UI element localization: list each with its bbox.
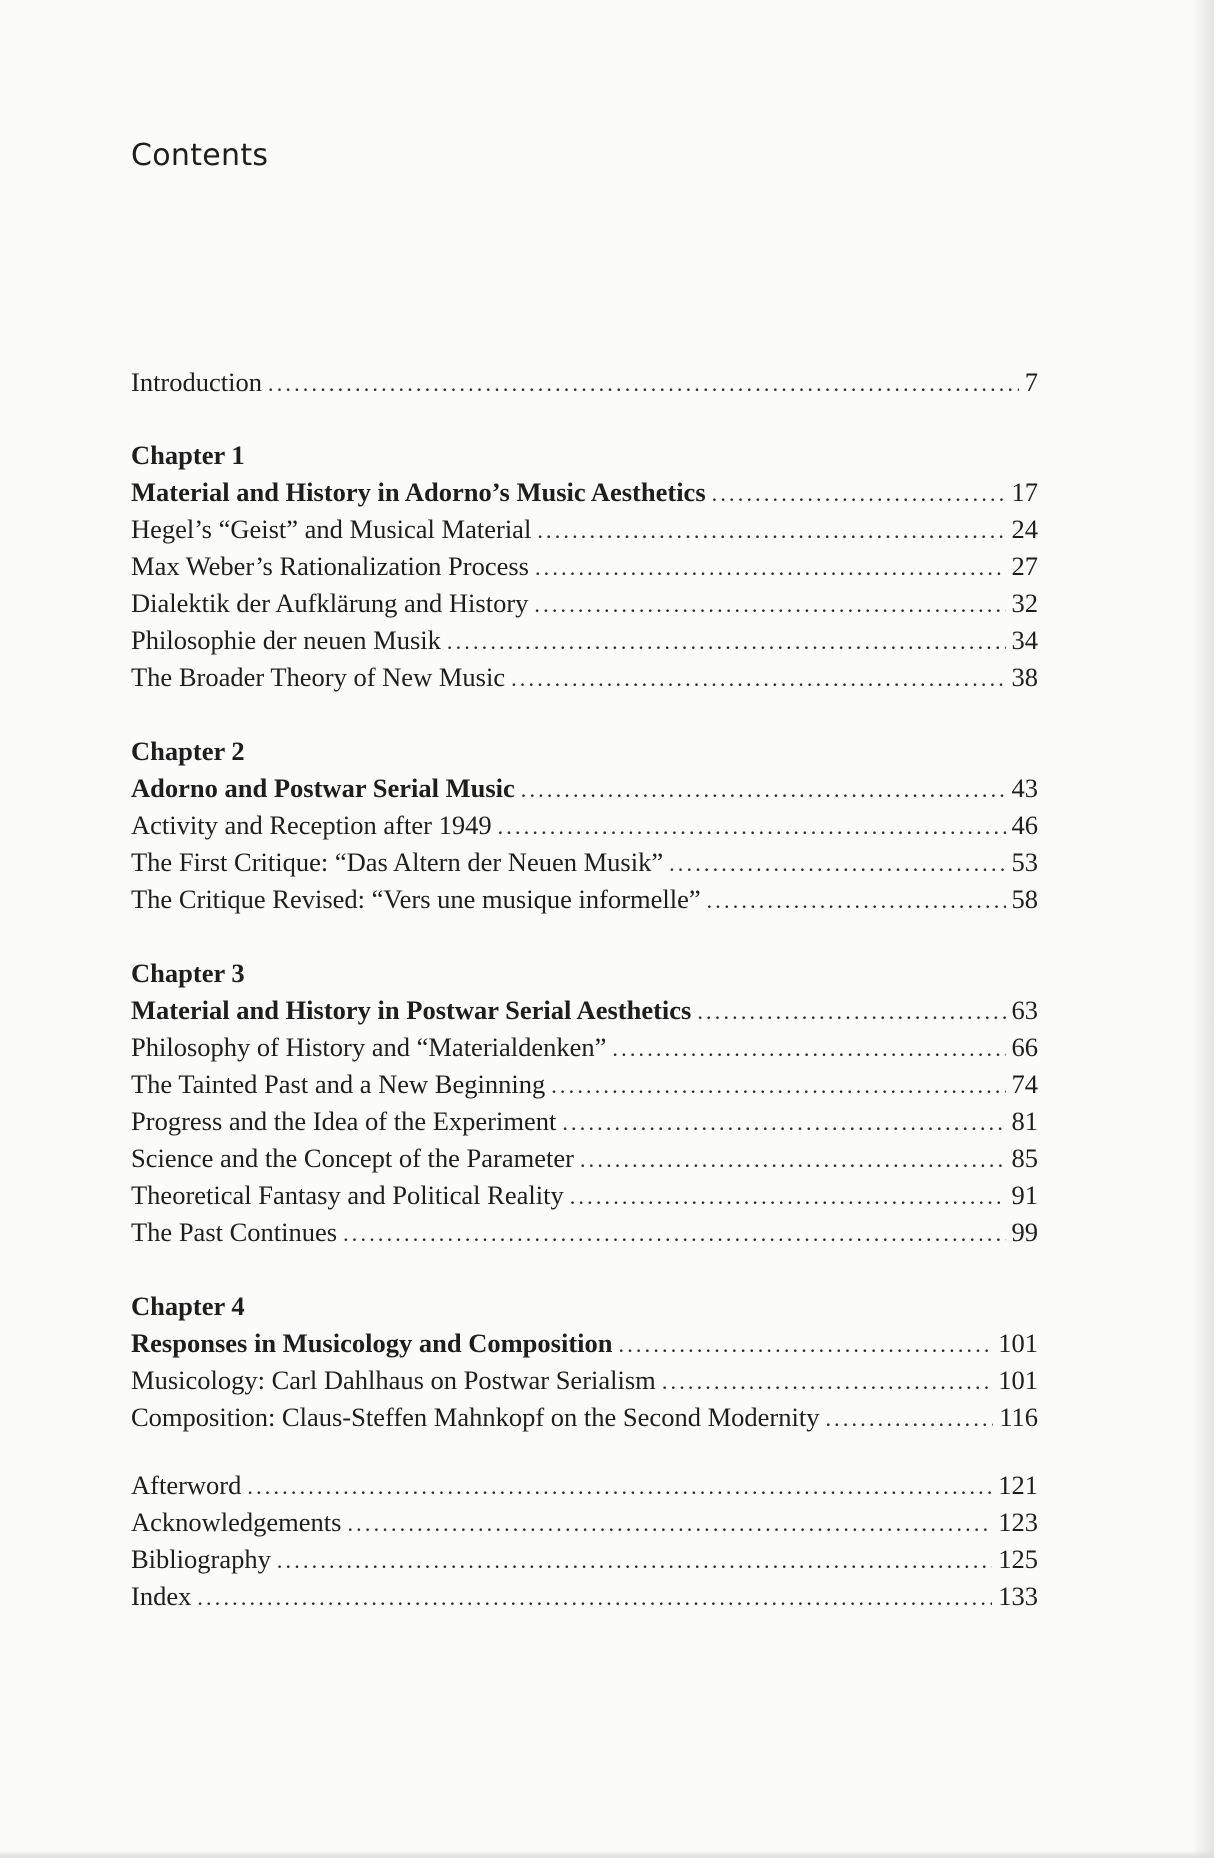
toc-section-entry[interactable] bbox=[131, 1066, 1038, 1103]
dot-leader bbox=[712, 475, 1006, 512]
toc-entry-title: Philosophy of History and “Materialdenken” bbox=[131, 1032, 607, 1062]
page-title: Contents bbox=[131, 138, 269, 173]
dot-leader bbox=[535, 549, 1006, 586]
toc-chapter-1 bbox=[131, 437, 1038, 696]
toc-entry-page: 43 bbox=[1011, 773, 1038, 803]
toc-entry-page: 63 bbox=[1011, 995, 1038, 1025]
toc-entry-page: 46 bbox=[1011, 810, 1038, 840]
chapter-label: Chapter 4 bbox=[131, 1291, 245, 1321]
toc-entry-title: Max Weber’s Rationalization Process bbox=[131, 551, 529, 581]
toc-introduction bbox=[131, 364, 1038, 401]
toc-chapter-4 bbox=[131, 1288, 1038, 1436]
toc-entry-page: 91 bbox=[1011, 1180, 1038, 1210]
toc-section-entry[interactable] bbox=[131, 844, 1038, 881]
toc-back-matter bbox=[131, 1467, 1038, 1615]
toc-entry-title: The Broader Theory of New Music bbox=[131, 662, 506, 692]
toc-entry-title: Responses in Musicology and Composition bbox=[131, 1328, 613, 1358]
toc-entry-title: The First Critique: “Das Altern der Neuen Musik” bbox=[131, 847, 664, 877]
toc-chapter-3 bbox=[131, 955, 1038, 1251]
toc-section-entry[interactable] bbox=[131, 1399, 1038, 1436]
toc-entry-title: Philosophie der neuen Musik bbox=[131, 625, 441, 655]
toc-entry-page: 24 bbox=[1011, 514, 1038, 544]
toc-entry-title: Hegel’s “Geist” and Musical Material bbox=[131, 514, 532, 544]
dot-leader bbox=[570, 1178, 1006, 1215]
toc-entry-page: 38 bbox=[1011, 662, 1038, 692]
toc-section-entry[interactable] bbox=[131, 1362, 1038, 1399]
dot-leader bbox=[534, 586, 1005, 623]
toc-entry-title: Introduction bbox=[131, 367, 262, 397]
toc-entry-page: 7 bbox=[1024, 367, 1038, 397]
dot-leader bbox=[697, 993, 1005, 1030]
toc-entry-title: Dialektik der Aufklärung and History bbox=[131, 588, 529, 618]
toc-entry-page: 116 bbox=[999, 1402, 1038, 1432]
toc-entry-page: 125 bbox=[998, 1544, 1038, 1574]
toc-section-entry[interactable] bbox=[131, 1103, 1038, 1140]
chapter-label: Chapter 2 bbox=[131, 736, 245, 766]
dot-leader bbox=[197, 1579, 992, 1616]
dot-leader bbox=[521, 771, 1006, 808]
chapter-label: Chapter 1 bbox=[131, 440, 245, 470]
toc-entry-title: Material and History in Adorno’s Music Aesthetics bbox=[131, 477, 706, 507]
toc-entry-title: Adorno and Postwar Serial Music bbox=[131, 773, 515, 803]
toc-entry-page: 58 bbox=[1011, 884, 1038, 914]
toc-entry-page: 123 bbox=[998, 1507, 1038, 1537]
dot-leader bbox=[551, 1067, 1005, 1104]
page-bottom-edge bbox=[0, 1850, 1214, 1858]
toc-entry-page: 85 bbox=[1011, 1143, 1038, 1173]
toc-entry-page: 101 bbox=[998, 1328, 1038, 1358]
dot-leader bbox=[612, 1030, 1005, 1067]
toc-entry-bibliography[interactable] bbox=[131, 1541, 1038, 1578]
toc-section-entry[interactable] bbox=[131, 622, 1038, 659]
dot-leader bbox=[669, 845, 1005, 882]
toc-section-entry[interactable] bbox=[131, 1029, 1038, 1066]
toc-entry-title: Acknowledgements bbox=[131, 1507, 342, 1537]
chapter-label: Chapter 3 bbox=[131, 958, 245, 988]
toc-entry-title: Afterword bbox=[131, 1470, 242, 1500]
dot-leader bbox=[343, 1215, 1005, 1252]
toc-entry-page: 74 bbox=[1011, 1069, 1038, 1099]
toc-entry-title: Bibliography bbox=[131, 1544, 271, 1574]
toc-entry-title: Science and the Concept of the Parameter bbox=[131, 1143, 574, 1173]
toc-entry-title: Progress and the Idea of the Experiment bbox=[131, 1106, 557, 1136]
toc-entry-title: Musicology: Carl Dahlhaus on Postwar Serialism bbox=[131, 1365, 656, 1395]
toc-section-entry[interactable] bbox=[131, 881, 1038, 918]
toc-entry-page: 34 bbox=[1011, 625, 1038, 655]
dot-leader bbox=[537, 512, 1005, 549]
toc-entry-title: Index bbox=[131, 1581, 192, 1611]
toc-chapter-main-entry[interactable] bbox=[131, 474, 1038, 511]
dot-leader bbox=[277, 1542, 992, 1579]
toc-chapter-main-entry[interactable] bbox=[131, 1325, 1038, 1362]
toc-entry-page: 17 bbox=[1011, 477, 1038, 507]
toc-entry-page: 133 bbox=[998, 1581, 1038, 1611]
toc-chapter-2 bbox=[131, 733, 1038, 918]
toc-entry-title: Activity and Reception after 1949 bbox=[131, 810, 492, 840]
dot-leader bbox=[662, 1363, 992, 1400]
toc-entry-page: 99 bbox=[1011, 1217, 1038, 1247]
toc-section-entry[interactable] bbox=[131, 807, 1038, 844]
dot-leader bbox=[268, 365, 1019, 402]
toc-entry-title: Composition: Claus-Steffen Mahnkopf on the Second Modernity bbox=[131, 1402, 820, 1432]
toc-entry-acknowledgements[interactable] bbox=[131, 1504, 1038, 1541]
dot-leader bbox=[498, 808, 1006, 845]
toc-section-entry[interactable] bbox=[131, 548, 1038, 585]
dot-leader bbox=[580, 1141, 1006, 1178]
toc-entry-page: 101 bbox=[998, 1365, 1038, 1395]
toc-entry-title: Theoretical Fantasy and Political Reality bbox=[131, 1180, 564, 1210]
toc-chapter-main-entry[interactable] bbox=[131, 770, 1038, 807]
toc-section-entry[interactable] bbox=[131, 585, 1038, 622]
toc-section-entry[interactable] bbox=[131, 1177, 1038, 1214]
toc-entry-afterword[interactable] bbox=[131, 1467, 1038, 1504]
toc-entry-page: 32 bbox=[1011, 588, 1038, 618]
toc-section-entry[interactable] bbox=[131, 1214, 1038, 1251]
toc-section-entry[interactable] bbox=[131, 659, 1038, 696]
dot-leader bbox=[619, 1326, 993, 1363]
toc-entry-page: 66 bbox=[1011, 1032, 1038, 1062]
toc-entry-introduction[interactable] bbox=[131, 364, 1038, 401]
toc-entry-page: 53 bbox=[1011, 847, 1038, 877]
toc-chapter-main-entry[interactable] bbox=[131, 992, 1038, 1029]
toc-section-entry[interactable] bbox=[131, 511, 1038, 548]
dot-leader bbox=[707, 882, 1006, 919]
dot-leader bbox=[347, 1505, 992, 1542]
dot-leader bbox=[562, 1104, 1005, 1141]
toc-section-entry[interactable] bbox=[131, 1140, 1038, 1177]
dot-leader bbox=[511, 660, 1005, 697]
toc-entry-page: 27 bbox=[1011, 551, 1038, 581]
toc-entry-title: The Tainted Past and a New Beginning bbox=[131, 1069, 546, 1099]
dot-leader bbox=[447, 623, 1006, 660]
toc-entry-index[interactable] bbox=[131, 1578, 1038, 1615]
toc-entry-page: 121 bbox=[998, 1470, 1038, 1500]
toc-entry-title: The Critique Revised: “Vers une musique informelle” bbox=[131, 884, 701, 914]
toc-entry-title: The Past Continues bbox=[131, 1217, 338, 1247]
dot-leader bbox=[247, 1468, 992, 1505]
toc-entry-title: Material and History in Postwar Serial Aesthetics bbox=[131, 995, 692, 1025]
dot-leader bbox=[825, 1400, 993, 1437]
toc-entry-page: 81 bbox=[1011, 1106, 1038, 1136]
page-edge-shadow bbox=[1192, 0, 1214, 1858]
